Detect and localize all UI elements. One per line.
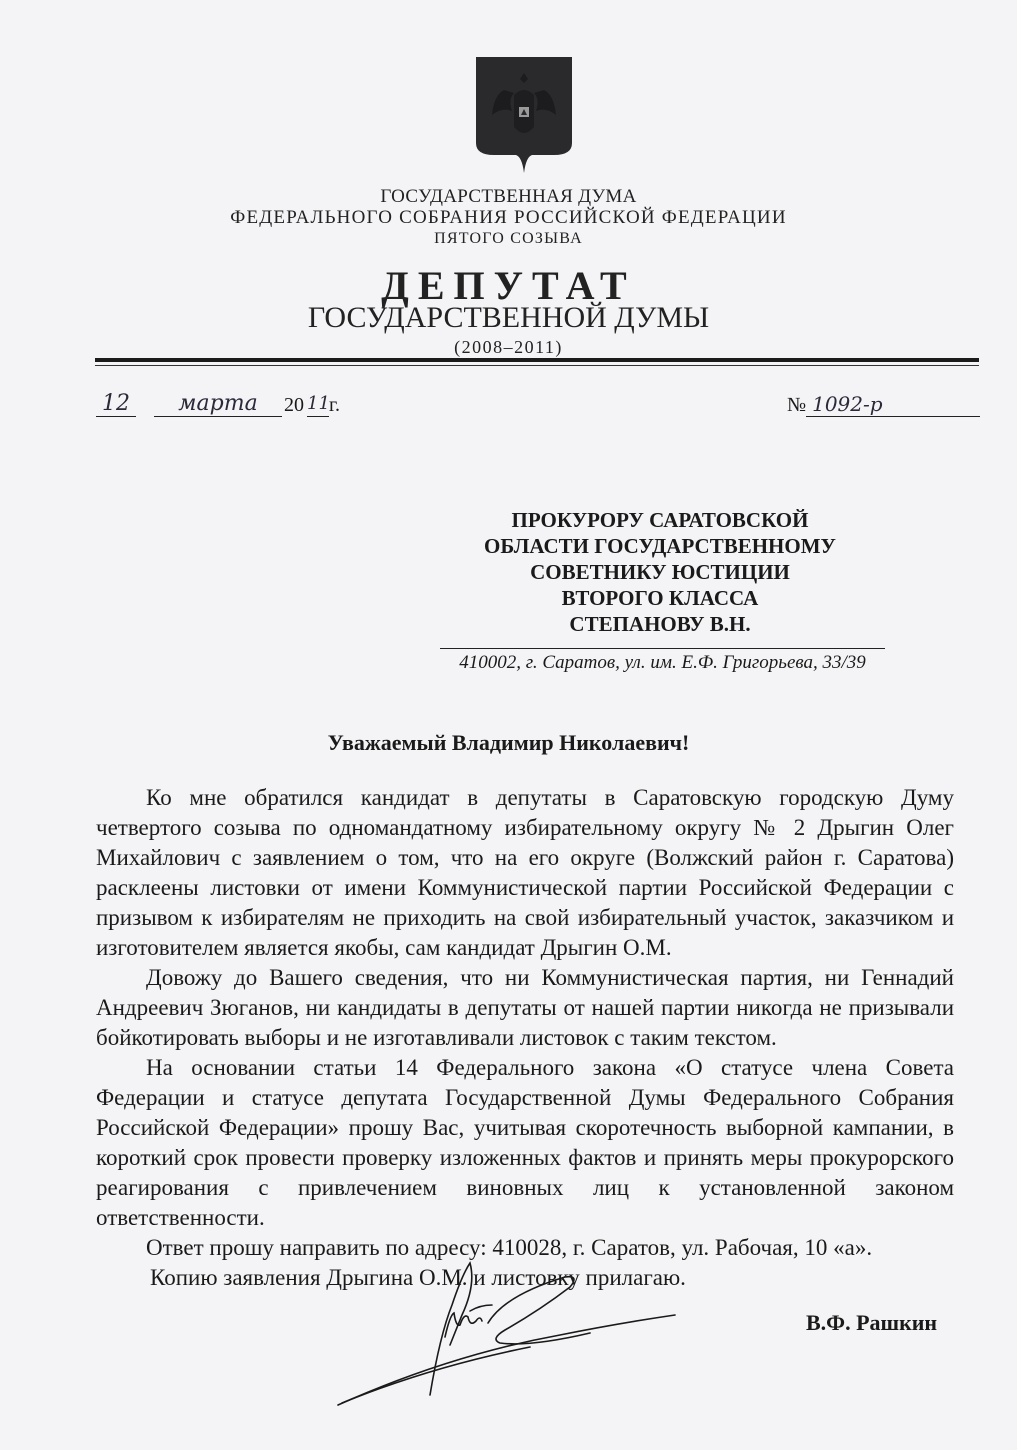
letter-body bbox=[96, 783, 954, 1293]
russian-coat-of-arms-icon bbox=[474, 55, 574, 177]
document-date bbox=[96, 392, 340, 417]
body-paragraph: Ответ прошу направить по адресу: 410028, г. Саратов, ул. Рабочая, 10 «а». bbox=[146, 1235, 873, 1260]
letterhead-title: ДЕПУТАТ bbox=[381, 263, 636, 308]
body-paragraph: Довожу до Вашего сведения, что ни Коммунистическая партия, ни Геннадий Андреевич Зюганов, ни кандидаты в депутаты от нашей партии никогда не призывали бойкотировать выборы и не изготавливали листовок с таким текстом. bbox=[96, 965, 954, 1050]
addressee-line: ПРОКУРОРУ САРАТОВСКОЙ bbox=[511, 508, 809, 532]
date-year-mark: г. bbox=[329, 394, 340, 416]
body-paragraph: Копию заявления Дрыгина О.М. и листовку прилагаю. bbox=[150, 1265, 686, 1290]
convocation-line: ПЯТОГО СОЗЫВА bbox=[434, 230, 583, 247]
addressee-line: СТЕПАНОВУ В.Н. bbox=[569, 612, 751, 636]
address-divider bbox=[440, 648, 885, 649]
letterhead-subtitle: ГОСУДАРСТВЕННОЙ ДУМЫ bbox=[307, 301, 710, 334]
date-month: марта bbox=[154, 392, 282, 417]
addressee-address: 410002, г. Саратов, ул. им. Е.Ф. Григорьева, 33/39 bbox=[459, 652, 866, 673]
document-number bbox=[787, 392, 980, 417]
salutation: Уважаемый Владимир Николаевич! bbox=[327, 730, 690, 755]
signer-name: В.Ф. Рашкин bbox=[806, 1310, 938, 1335]
date-year-prefix: 20 bbox=[284, 394, 304, 416]
date-day: 12 bbox=[96, 392, 136, 417]
handwritten-signature-icon bbox=[330, 1255, 690, 1425]
addressee-line: ВТОРОГО КЛАССА bbox=[561, 586, 759, 610]
term-years: (2008–2011) bbox=[454, 337, 563, 357]
date-year-suffix: 11 bbox=[307, 392, 329, 417]
addressee-block bbox=[420, 507, 900, 637]
org-name-line-1: ГОСУДАРСТВЕННАЯ ДУМА bbox=[380, 186, 637, 207]
org-name-line-2: ФЕДЕРАЛЬНОГО СОБРАНИЯ РОССИЙСКОЙ ФЕДЕРАЦИИ bbox=[230, 207, 787, 228]
letterhead-divider-thin bbox=[95, 365, 979, 366]
body-paragraph: Ко мне обратился кандидат в депутаты в Саратовскую городскую Думу четвертого созыва по одномандатному избирательному округу № 2 Дрыгин Олег Михайлович с заявлением о том, что на его округе (Волжский район г. Саратова) расклеены листовки от имени Коммунистической партии Российской Федерации с призывом к избирателям не приходить на свой избирательный участок, заказчиком и изготовителем является якобы, сам кандидат Дрыгин О.М. bbox=[96, 785, 954, 960]
number-value: 1092-р bbox=[806, 392, 980, 417]
letterhead-divider bbox=[95, 358, 979, 362]
addressee-line: ОБЛАСТИ ГОСУДАРСТВЕННОМУ bbox=[484, 534, 836, 558]
addressee-line: СОВЕТНИКУ ЮСТИЦИИ bbox=[530, 560, 790, 584]
body-paragraph: На основании статьи 14 Федерального закона «О статусе члена Совета Федерации и статусе депутата Государственной Думы Федерального Собрания Российской Федерации» прошу Вас, учитывая скоротечность выборной кампании, в короткий срок провести проверку изложенных фактов и принять меры прокурорского реагирования с привлечением виновных лиц к установленной законом ответственности. bbox=[96, 1055, 954, 1230]
number-label: № bbox=[787, 394, 807, 416]
